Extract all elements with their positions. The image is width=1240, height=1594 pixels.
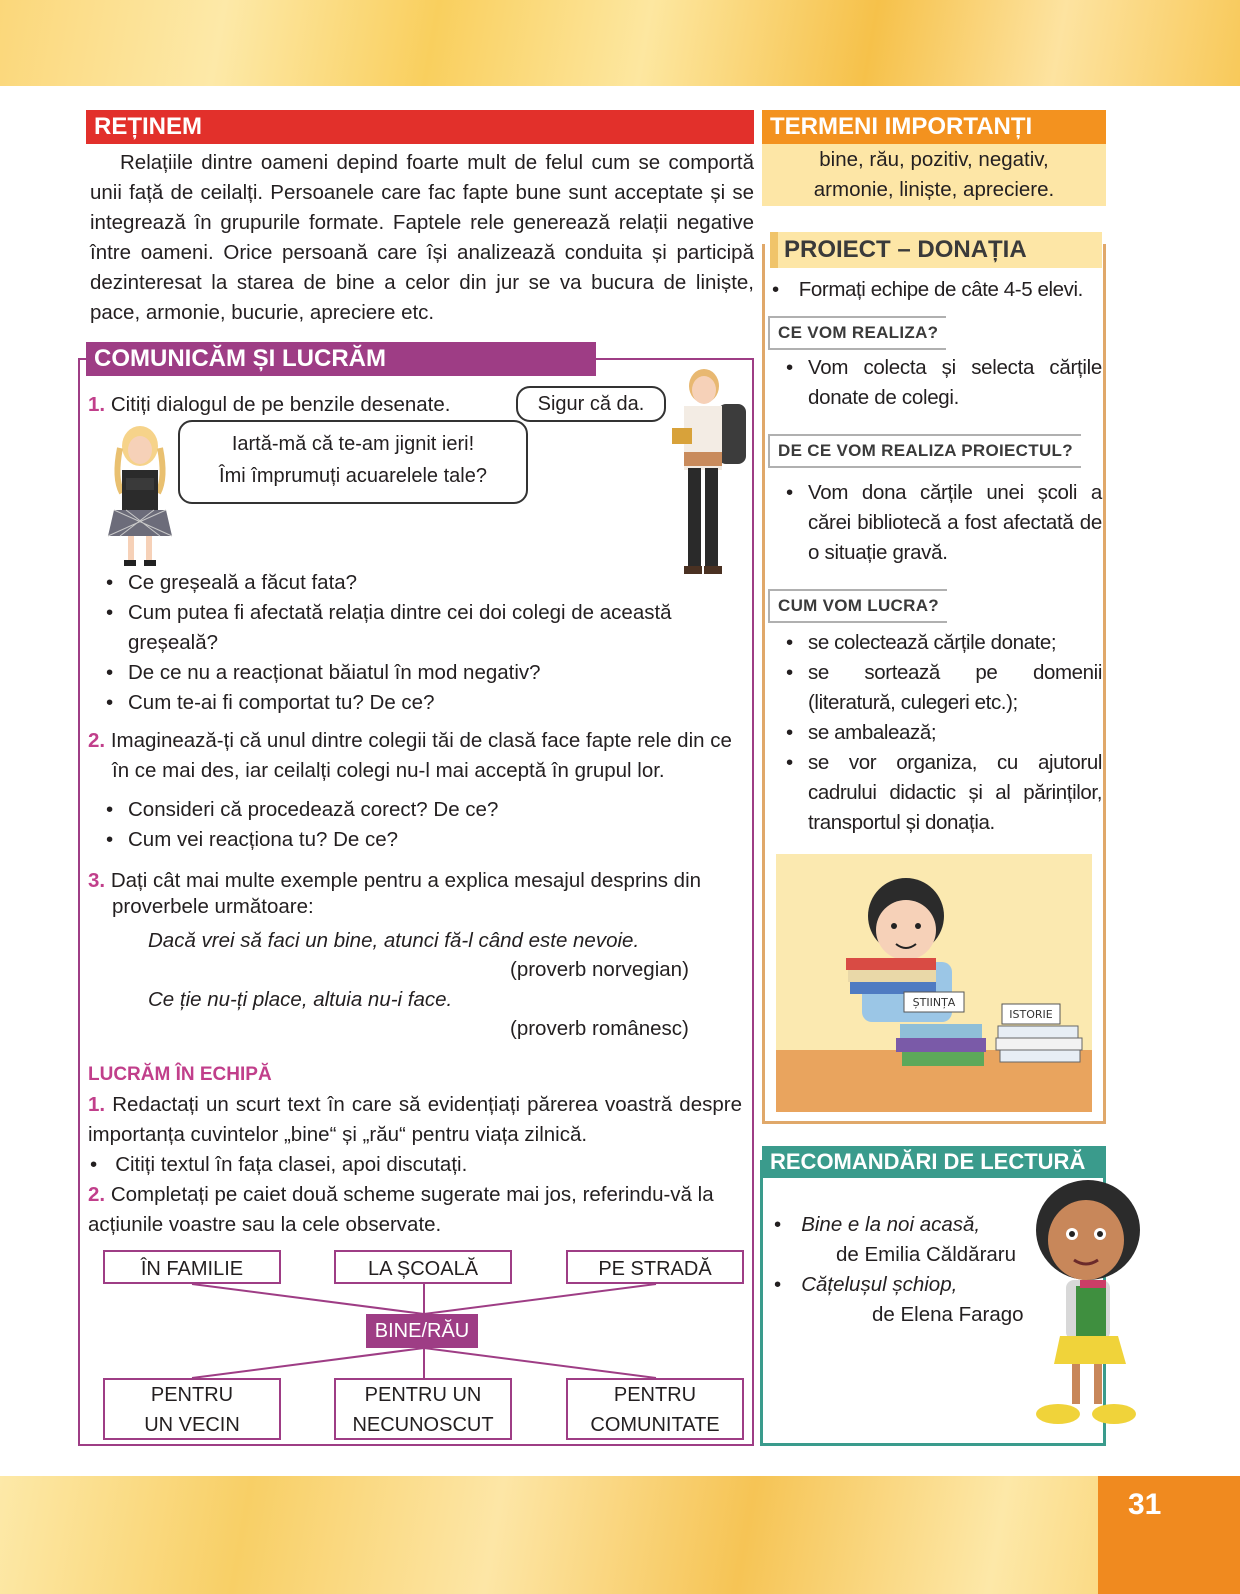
scheme-box-la-scoala: LA ȘCOALĂ <box>334 1250 512 1284</box>
proiect-t1-list <box>768 353 1102 413</box>
lectura-author-2: de Elena Farago <box>872 1303 1024 1326</box>
girl-speech-line-2: Îmi împrumuți acuarelele tale? <box>219 465 487 487</box>
echipa-task-2 <box>88 1180 742 1240</box>
lectura-book-2: Cățelușul șchiop, <box>801 1273 958 1296</box>
scheme-box-comunitate <box>566 1378 744 1440</box>
lectura-list <box>774 1210 1054 1330</box>
proiect-title: PROIECT – DONAȚIA <box>784 236 1027 263</box>
proverb-1-source: (proverb norvegian) <box>510 958 689 981</box>
scheme-box-vecin-line-2: UN VECIN <box>144 1414 240 1436</box>
proiect-t3-item: • se sortează pe domenii (literatură, culegeri etc.); <box>768 658 1102 718</box>
e1-number: 1. <box>88 1093 106 1116</box>
scheme-box-vecin <box>103 1378 281 1440</box>
girl-reading-illustration <box>1014 1168 1154 1438</box>
proverb-2-source: (proverb românesc) <box>510 1017 689 1040</box>
termeni-line-2: armonie, liniște, apreciere. <box>813 178 1055 201</box>
comunicam-title: COMUNICĂM ȘI LUCRĂM <box>94 345 386 372</box>
bullet-dot: • <box>774 1213 782 1236</box>
q1-number: 1. <box>88 393 106 416</box>
proiect-t3-item: • se vor organiza, cu ajutorul cadrului didactic și al părinților, transportul și donația. <box>768 748 1102 838</box>
book-label-istorie: ISTORIE <box>1009 1008 1053 1021</box>
q2-text: Imaginează-ți că unul dintre colegii tăi de clasă face fapte rele din ce în ce mai des, iar ceilalți colegi nu-l mai acceptă în grupul lor. <box>110 729 732 782</box>
question-3 <box>88 868 742 920</box>
lectura-item-2 <box>774 1270 1054 1300</box>
question-2 <box>88 726 742 786</box>
scheme-box-pe-strada: PE STRADĂ <box>566 1250 744 1284</box>
termeni-line-1: bine, rău, pozitiv, negativ, <box>819 148 1049 171</box>
retinem-title: REȚINEM <box>94 113 202 140</box>
q1-bullets <box>88 568 742 718</box>
scheme-center-bine-rau: BINE/RĂU <box>366 1314 478 1348</box>
proverb-1: Dacă vrei să faci un bine, atunci fă-l când este nevoie. <box>148 929 640 952</box>
tab-cum-vom-lucra: CUM VOM LUCRA? <box>768 589 947 623</box>
scheme-box-comunitate-line-2: COMUNITATE <box>590 1414 720 1436</box>
termeni-title: TERMENI IMPORTANȚI <box>770 113 1033 140</box>
bullet-dot: • <box>772 278 779 301</box>
q2-bullet: • Cum vei reacționa tu? De ce? <box>88 825 742 855</box>
q3-text: Dați cât mai multe exemple pentru a explica mesajul desprins din proverbele următoare: <box>110 869 702 918</box>
scheme-box-necunoscut <box>334 1378 512 1440</box>
proiect-t2-item: • Vom dona cărțile unei școli a cărei bibliotecă a fost afectată de o situație gravă. <box>768 478 1102 568</box>
termeni-header <box>762 110 1106 144</box>
proiect-t1-item: • Vom colecta și selecta cărțile donate de colegi. <box>768 353 1102 413</box>
echipa-task-1-item <box>88 1150 742 1180</box>
termeni-box <box>762 144 1106 206</box>
scheme-box-in-familie: ÎN FAMILIE <box>103 1250 281 1284</box>
q2-bullet: • Consideri că procedează corect? De ce? <box>88 795 742 825</box>
lectura-item-1 <box>774 1210 1054 1240</box>
q1-text: Citiți dialogul de pe benzile desenate. <box>110 393 451 416</box>
proiect-intro-text: Formați echipe de câte 4-5 elevi. <box>798 278 1083 301</box>
proiect-t3-list <box>768 628 1102 838</box>
proiect-t2-list <box>768 478 1102 568</box>
girl-speech-line-1: Iartă-mă că te-am jignit ieri! <box>231 433 475 455</box>
q3-number: 3. <box>88 869 106 892</box>
retinem-text: Relațiile dintre oameni depind foarte mult de felul cum se comportă unii față de ceilalți. Persoanele care fac fapte bune sunt acceptate și se integrează în grupurile formate. Faptele rele generează relații negative între oameni. Orice persoană care își analizează conduita și participă dezinteresat la starea de bine a celor din jur se va bucura de liniște, pace, armonie, bucurie, apreciere etc. <box>90 151 754 324</box>
bullet-dot: • <box>774 1273 782 1296</box>
girl-speech-bubble <box>178 420 528 504</box>
comunicam-header <box>86 342 596 376</box>
q2-number: 2. <box>88 729 106 752</box>
page-number: 31 <box>1098 1476 1240 1594</box>
tab-de-ce-vom-realiza: DE CE VOM REALIZA PROIECTUL? <box>768 434 1081 468</box>
echipa-task-1 <box>88 1090 742 1150</box>
proiect-t3-item: • se colectează cărțile donate; <box>768 628 1102 658</box>
lectura-book-1: Bine e la noi acasă, <box>801 1213 981 1236</box>
girl-illustration <box>100 418 180 568</box>
scheme-box-comunitate-line-1: PENTRU <box>613 1384 697 1406</box>
scheme-box-necunoscut-line-1: PENTRU UN <box>364 1384 482 1406</box>
q1-bullet: • De ce nu a reacționat băiatul în mod negativ? <box>88 658 742 688</box>
bullet-dot: • <box>90 1153 98 1176</box>
girl-with-books-illustration <box>776 854 1092 1112</box>
e2-text: Completați pe caiet două scheme sugerate mai jos, referindu-vă la acțiunile voastre sau la cele observate. <box>88 1183 714 1236</box>
retinem-header <box>86 110 754 144</box>
e1-item-text: Citiți textul în fața clasei, apoi discutați. <box>115 1153 468 1176</box>
e1-text: Redactați un scurt text în care să evidențiați părerea voastră despre importanța cuvintelor „bine“ și „rău“ pentru viața zilnică. <box>88 1093 742 1146</box>
bottom-decorative-band <box>0 1476 1240 1594</box>
boy-illustration <box>662 364 752 586</box>
proverb-2: Ce ție nu-ți place, altuia nu-i face. <box>148 988 453 1011</box>
boy-speech-text: Sigur că da. <box>537 393 645 415</box>
q1-bullet: • Cum te-ai fi comportat tu? De ce? <box>88 688 742 718</box>
lectura-author-1: de Emilia Căldăraru <box>836 1243 1017 1266</box>
proiect-header <box>770 232 1102 268</box>
e2-number: 2. <box>88 1183 106 1206</box>
q1-bullet: • Cum putea fi afectată relația dintre cei doi colegi de această greșeală? <box>88 598 742 658</box>
scheme-box-vecin-line-1: PENTRU <box>150 1384 234 1406</box>
q1-bullet: • Ce greșeală a făcut fata? <box>88 568 742 598</box>
proiect-t3-item: • se ambalează; <box>768 718 1102 748</box>
echipa-title: LUCRĂM ÎN ECHIPĂ <box>88 1064 272 1085</box>
q2-bullets <box>88 795 742 855</box>
scheme-box-necunoscut-line-2: NECUNOSCUT <box>352 1414 494 1436</box>
tab-ce-vom-realiza: CE VOM REALIZA? <box>768 316 946 350</box>
top-decorative-band <box>0 0 1240 86</box>
book-label-stiinta: ȘTIINȚA <box>912 996 956 1009</box>
proiect-intro <box>768 275 1102 305</box>
question-1 <box>88 390 518 420</box>
lectura-title: RECOMANDĂRI DE LECTURĂ <box>770 1149 1086 1174</box>
boy-speech-bubble <box>516 386 666 422</box>
